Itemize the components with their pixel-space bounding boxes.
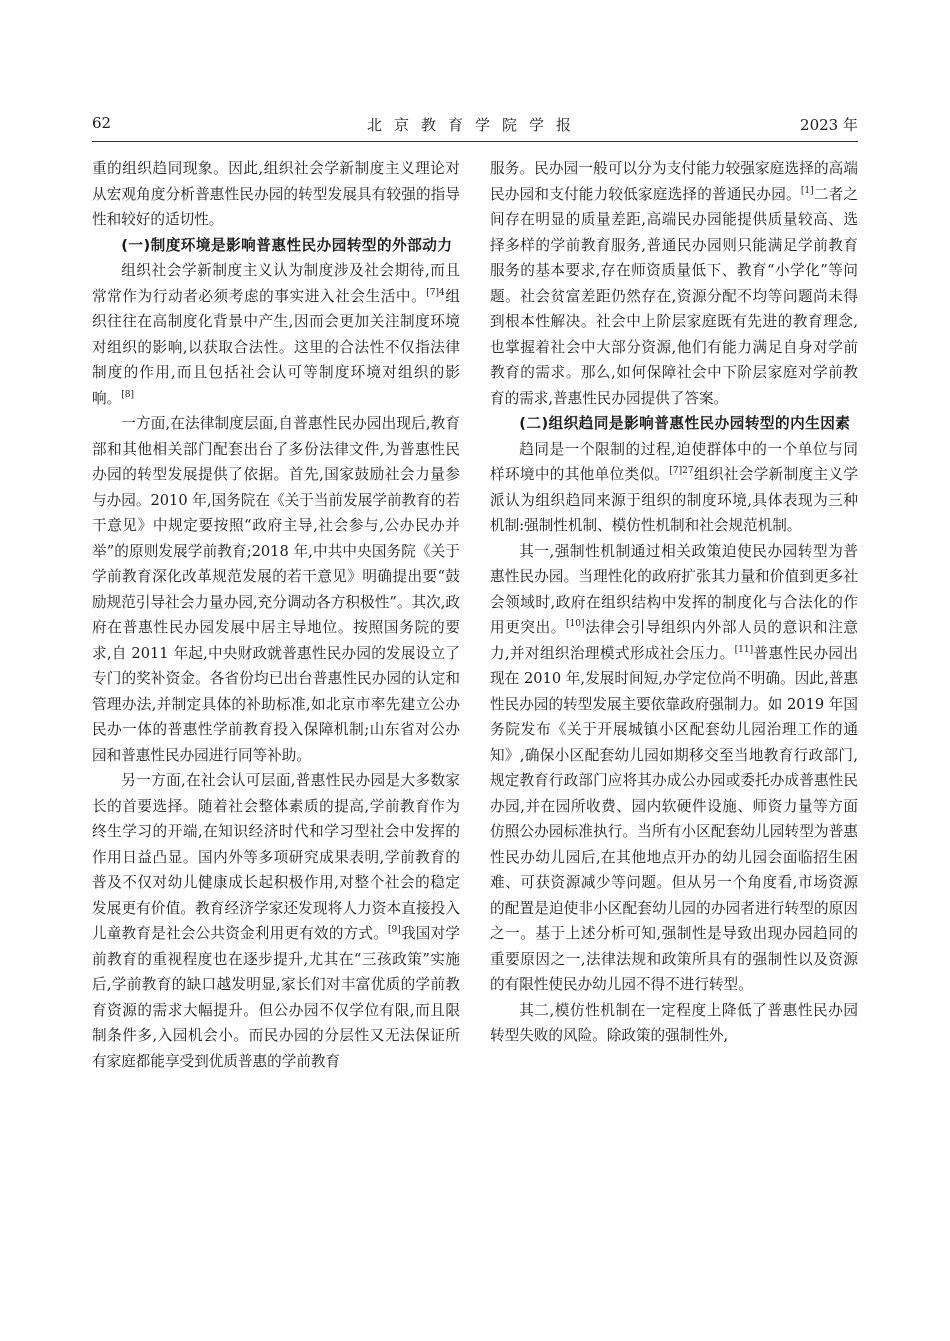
journal-title: 北京教育学院学报 — [366, 116, 583, 134]
body-paragraph — [490, 156, 858, 411]
text-run: 组织社会学新制度主义学派认为组织趋同来源于组织的制度环境,具体表现为三种机制:强制性机制、模仿性机制和社会规范机制。 — [490, 466, 858, 534]
left-column — [92, 156, 460, 1074]
text-run: 服务。民办园一般可以分为支付能力较强家庭选择的高端民办园和支付能力较低家庭选择的普通民办园。 — [490, 160, 858, 203]
text-run: 二者之间存在明显的质量差距,高端民办园能提供质量较高、选择多样的学前教育服务,普通民办园则只能满足学前教育服务的基本要求,存在师资质量低下、教育“小学化”等问题。社会贫富差距仍然存在,资源分配不均等问题尚未得到根本性解决。社会中上阶层家庭既有先进的教育理念,也掌握着社会中大部分资源,他们有能力满足自身对学前教育的需求。那么,如何保障社会中下阶层家庭对学前教育的需求,普惠性民办园提供了答案。 — [490, 185, 858, 407]
citation-ref: [7]4 — [426, 287, 445, 298]
body-paragraph — [92, 768, 460, 1074]
citation-ref: [8] — [121, 389, 134, 400]
header-rule — [92, 141, 858, 142]
text-run: 其一,强制性机制通过相关政策迫使民办园转型为普惠性民办园。当理性化的政府扩张其力量和价值到更多社会领域时,政府在组织结构中发挥的制度化与合法化的作用更突出。 — [490, 542, 858, 636]
citation-ref: [9] — [388, 925, 401, 936]
body-paragraph — [92, 258, 460, 411]
text-run: 组织社会学新制度主义认为制度涉及社会期待,而且常常作为行动者必须考虑的事实进入社会生活中。 — [92, 262, 460, 305]
text-run: 另一方面,在社会认可层面,普惠性民办园是大多数家长的首要选择。随着社会整体素质的提高,学前教育作为终生学习的开端,在知识经济时代和学习型社会中发挥的作用日益凸显。国内外等多项研究成果表明,学前教育的普及不仅对幼儿健康成长起积极作用,对整个社会的稳定发展更有价值。教育经济学家还发现将人力资本直接投入儿童教育是社会公共资金利用更有效的方式。 — [92, 772, 460, 942]
text-run: 普惠性民办园出现在 2010 年,发展时间短,办学定位尚不明确。因此,普惠性民办园的转型发展主要依靠政府强制力。如 2019 年国务院发布《关于开展城镇小区配套幼儿园治理工作的通知》,确保小区配套幼儿园如期移交至当地教育行政部门,规定教育行政部门应将其办成公办园或委托办成普惠性民办园,并在园所收费、园内软硬件设施、师资力量等方面仿照公办园标准执行。当所有小区配套幼儿园转型为普惠性民办幼儿园后,在其他地点开办的幼儿园会面临招生困难、可获资源减少等问题。但从另一个角度看,市场资源的配置是迫使非小区配套幼儿园的办园者进行转型的原因之一。基于上述分析可知,强制性是导致出现办园趋同的重要原因之一,法律法规和政策所具有的强制性以及资源的有限性使民办幼儿园不得不进行转型。 — [490, 644, 858, 993]
body-paragraph — [490, 437, 858, 539]
citation-ref: [11] — [734, 644, 754, 655]
text-run: 我国对学前教育的重视程度也在逐步提升,尤其在“三孩政策”实施后,学前教育的缺口越发明显,家长们对丰富优质的学前教育资源的需求大幅提升。但公办园不仅学位有限,而且限制条件多,入园机会小。而民办园的分层性又无法保证所有家庭都能享受到优质普惠的学前教育 — [92, 925, 460, 1070]
citation-ref: [10] — [565, 619, 585, 630]
citation-ref: [7]27 — [669, 466, 694, 477]
text-run: 法律会引导组织内外部人员的意识和注意力,并对组织治理模式形成社会压力。 — [490, 619, 858, 662]
text-run: 趋同是一个限制的过程,迫使群体中的一个单位与同样环境中的其他单位类似。 — [490, 440, 858, 483]
body-paragraph — [490, 539, 858, 998]
body-paragraph: 其二,模仿性机制在一定程度上降低了普惠性民办园转型失败的风险。除政策的强制性外, — [490, 1001, 858, 1044]
section-heading: (二)组织趋同是影响普惠性民办园转型的内生因素 — [519, 415, 851, 432]
body-paragraph: 重的组织趋同现象。因此,组织社会学新制度主义理论对从宏观角度分析普惠性民办园的转型发展具有较强的指导性和较好的适切性。 — [92, 160, 460, 228]
citation-ref: [1] — [800, 185, 814, 196]
running-header — [92, 114, 858, 138]
right-column — [490, 156, 858, 1049]
section-heading: (一)制度环境是影响普惠性民办园转型的外部动力 — [121, 236, 453, 254]
text-run: 组织往往在高制度化背景中产生,因而会更加关注制度环境对组织的影响,以获取合法性。这里的合法性不仅指法律制度的作用,而且包括社会认可等制度环境对组织的影响。 — [92, 287, 460, 407]
page-number: 62 — [92, 114, 112, 132]
publication-year: 2023 年 — [800, 116, 858, 134]
body-paragraph: 一方面,在法律制度层面,自普惠性民办园出现后,教育部和其他相关部门配套出台了多份法律文件,为普惠性民办园的转型发展提供了依据。首先,国家鼓励社会力量参与办园。2010 年,国务院在《关于当前发展学前教育的若干意见》中规定要按照“政府主导,社会参与,公办民办并举”的原则发展学前教育;2018 年,中共中央国务院《关于学前教育深化改革规范发展的若干意见》明确提出要“鼓励规范引导社会力量办园,充分调动各方积极性”。其次,政府在普惠性民办园发展中居主导地位。按照国务院的要求,自 2011 年起,中央财政就普惠性民办园的发展设立了专门的奖补资金。各省份均已出台普惠性民办园的认定和管理办法,并制定具体的补助标准,如北京市率先建立公办民办一体的普惠性学前教育投入保障机制;山东省对公办园和普惠性民办园进行同等补助。 — [92, 415, 460, 764]
